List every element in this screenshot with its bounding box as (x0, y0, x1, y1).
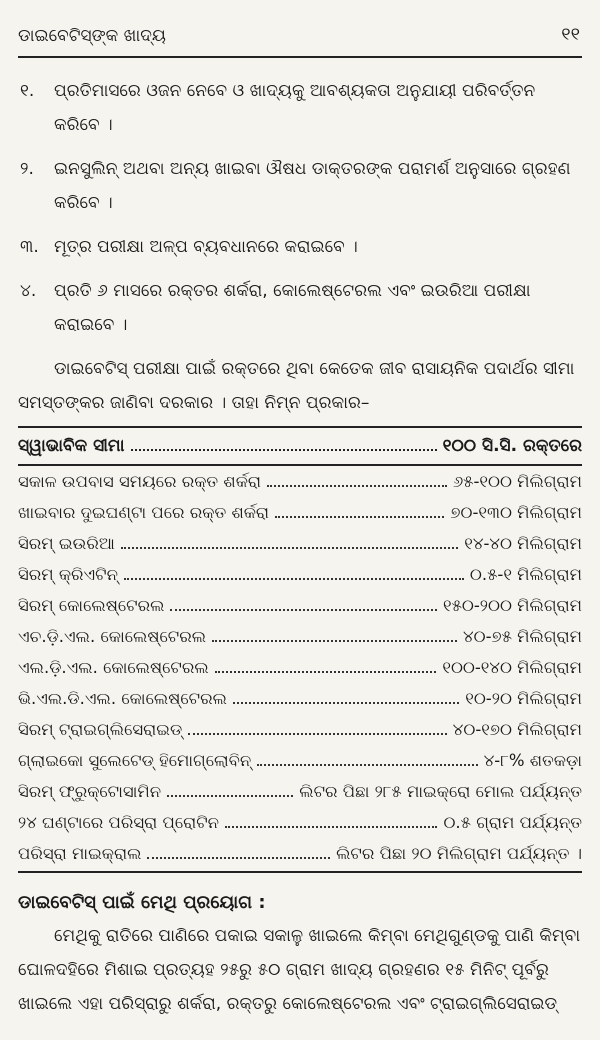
methi-paragraph: ମେଥିକୁ ରାତିରେ ପାଣିରେ ପକାଇ ସକାଳୁ ଖାଇଲେ କିମ୍ବା ମେଥିଗୁଣ୍ଡକୁ ପାଣି କିମ୍ବା ଘୋଳଦହିରେ ମିଶାଇ ପ୍ରତ୍ୟହ ୨୫ରୁ ୫୦ ଗ୍ରାମ ଖାଦ୍ୟ ଗ୍ରହଣର ୧୫ ମିନିଟ୍ ପୂର୍ବରୁ ଖାଇଲେ ଏହା ପରିସ୍ରାରୁ ଶର୍କରା, ରକ୍ତରୁ କୋଲେଷ୍ଟେରଲ ଏବଂ ଟ୍ରାଇଗ୍ଲିସେରାଇଡ୍ (18, 926, 581, 1014)
range-label: ସିରମ୍ କ୍ରିଏଟିନ୍ (18, 565, 118, 584)
range-value: ୭୦-୧୩୦ ମିଲିଗ୍ରାମ (450, 503, 582, 522)
range-value: ୪୦-୭୫ ମିଲିଗ୍ରାମ (463, 627, 582, 646)
table-bottom-rule (18, 871, 582, 873)
range-value: ୪୦-୧୭୦ ମିଲିଗ୍ରାମ (452, 720, 582, 739)
range-value: ୧୪-୪୦ ମିଲିଗ୍ରାମ (464, 534, 582, 553)
range-row (18, 590, 582, 621)
range-row (18, 776, 582, 807)
range-value: ୪-୮% ଶତକଡ଼ା (483, 751, 582, 770)
instruction-text: ପ୍ରତିମାସରେ ଓଜନ ନେବେ ଓ ଖାଦ୍ୟକୁ ଆବଶ୍ୟକତା ଅନୁଯାୟୀ ପରିବର୍ତ୍ତନ କରିବେ । (54, 81, 536, 135)
normal-range-table (18, 466, 582, 873)
range-label: ୨୪ ଘଣ୍ଟାରେ ପରିସ୍ରା ପ୍ରୋଟିନ (18, 813, 220, 832)
range-row (18, 714, 582, 745)
normal-range-header (18, 426, 582, 466)
range-row (18, 559, 582, 590)
instruction-item (18, 230, 582, 264)
range-value: ୦.୫ ଗ୍ରାମ ପର୍ଯ୍ୟନ୍ତ (443, 813, 582, 832)
range-label: ଖାଇବାର ଦୁଇଘଣ୍ଟା ପରେ ରକ୍ତ ଶର୍କରା (18, 503, 270, 522)
leader-dots (225, 826, 437, 828)
leader-dots (212, 640, 457, 642)
range-label: ସିରମ୍ ଟ୍ରାଇଗ୍ଲିସେରାଇଡ୍ (18, 720, 183, 739)
range-value: ୧୫୦-୨୦୦ ମିଲିଗ୍ରାମ (443, 596, 582, 615)
range-row (18, 528, 582, 559)
leader-dots (124, 578, 464, 580)
instruction-number: ୧. (20, 81, 35, 101)
leader-dots (131, 449, 437, 451)
range-value: ୬୫-୧୦୦ ମିଲିଗ୍ରାମ (452, 472, 582, 491)
range-row (18, 497, 582, 528)
instruction-number: ୨. (20, 159, 34, 179)
range-label: ଏଲ.ଡ଼ି.ଏଲ. କୋଲେଷ୍ଟେରଲ (18, 658, 209, 677)
range-label: ସିରମ୍ ଇଉରିଆ (18, 534, 115, 553)
range-row (18, 652, 582, 683)
leader-dots (257, 764, 477, 766)
leader-dots (215, 671, 437, 673)
instruction-item (18, 274, 582, 342)
range-label: ଗ୍ଲାଇକୋ ସୁଲେଟେଡ୍ ହିମୋଗ୍ଲୋବିନ୍ (18, 751, 252, 770)
range-row (18, 745, 582, 776)
range-value: ୧୦-୨୦ ମିଲିଗ୍ରାମ (465, 689, 582, 708)
page-number: ୧୧ (561, 24, 580, 45)
range-label: ଭି.ଏଲ.ଡି.ଏଲ. କୋଲେଷ୍ଟେରଲ (18, 689, 227, 708)
range-value: ୧୦୦-୧୪୦ ମିଲିଗ୍ରାମ (442, 658, 582, 677)
instruction-number: ୩. (20, 237, 39, 257)
leader-dots (233, 702, 459, 704)
range-label: ସିରମ୍ କୋଲେଷ୍ଟେରଲ (18, 596, 165, 615)
leader-dots (170, 609, 437, 611)
leader-dots (167, 795, 293, 797)
range-row (18, 807, 582, 838)
range-value: ଲିଟର ପିଛା ୨୮୫ ମାଇକ୍ରୋ ମୋଲ ପର୍ଯ୍ୟନ୍ତ (299, 782, 582, 801)
instruction-item (18, 152, 582, 220)
page-content (18, 74, 582, 1021)
range-label: ପରିସ୍ରା ମାଇକ୍ରାଲ (18, 844, 142, 863)
instruction-item (18, 74, 582, 142)
running-title: ଡାଇବେଟିସ୍‌ଙ୍କ ଖାଦ୍ୟ (18, 26, 166, 46)
range-value: ଲିଟର ପିଛା ୨୦ ମିଲିଗ୍ରାମ ପର୍ଯ୍ୟନ୍ତ । (336, 844, 582, 863)
instruction-text: ଇନସୁଲିନ୍ ଅଥବା ଅନ୍ୟ ଖାଇବା ଔଷଧ ଡାକ୍ତରଙ୍କ ପରାମର୍ଶ ଅନୁସାରେ ଗ୍ରହଣ କରିବେ । (54, 159, 571, 213)
leader-dots (267, 485, 447, 487)
instruction-text: ମୂତ୍ର ପରୀକ୍ଷା ଅଳ୍ପ ବ୍ୟବଧାନରେ କରାଇବେ । (54, 237, 358, 257)
range-value: ୦.୫-୧ ମିଲିଗ୍ରାମ (469, 565, 582, 584)
methi-section-heading: ଡାଇବେଟିସ୍ ପାଇଁ ମେଥି ପ୍ରୟୋଗ : (18, 892, 266, 913)
instruction-text: ପ୍ରତି ୬ ମାସରେ ରକ୍ତର ଶର୍କରା, କୋଲେଷ୍ଟେରଲ ଏବଂ ଇଉରିଆ ପରୀକ୍ଷା କରାଇବେ । (54, 281, 531, 335)
normal-range-title: ସ୍ୱାଭାବିକ ସୀମା (18, 436, 125, 456)
range-label: ସକାଳ ଉପବାସ ସମୟରେ ରକ୍ତ ଶର୍କରା (18, 472, 262, 491)
range-label: ଏଚ.ଡ଼ି.ଏଲ. କୋଲେଷ୍ଟେରଲ (18, 627, 207, 646)
range-row (18, 621, 582, 652)
range-row (18, 683, 582, 714)
range-row (18, 466, 582, 497)
range-label: ସିରମ୍ ଫ୍ରୁକ୍ଟୋସାମିନ (18, 782, 162, 801)
leader-dots (188, 733, 447, 735)
intro-paragraph: ଡାଇବେଟିସ୍ ପରୀକ୍ଷା ପାଇଁ ରକ୍ତରେ ଥିବା କେତେକ ଜୀବ ରାସାୟନିକ ପଦାର୍ଥର ସୀମା ସମସ୍ତଙ୍କର ଜାଣିବା ଦରକାର । ତାହା ନିମ୍ନ ପ୍ରକାର– (18, 359, 575, 413)
leader-dots (275, 516, 444, 518)
leader-dots (147, 857, 330, 859)
normal-range-unit: ୧୦୦ ସି.ସି. ରକ୍ତରେ (442, 436, 582, 456)
instruction-number: ୪. (20, 281, 37, 301)
leader-dots (121, 547, 458, 549)
range-row (18, 838, 582, 869)
running-header (18, 22, 582, 58)
